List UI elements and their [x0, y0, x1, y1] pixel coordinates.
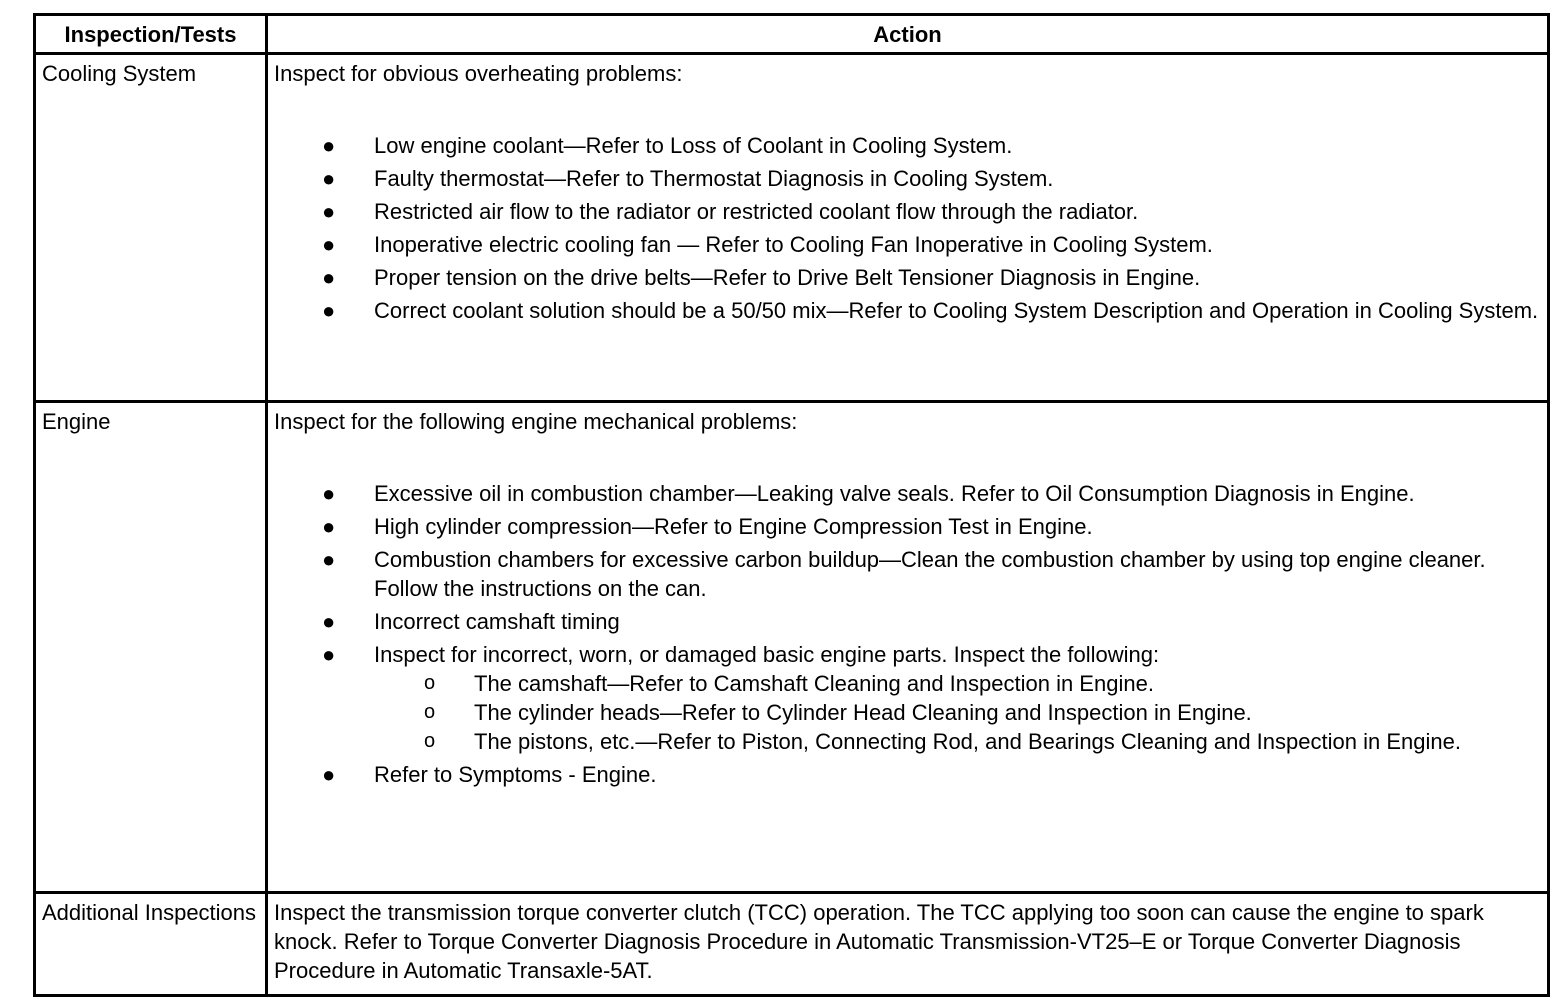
list-item	[274, 230, 1541, 259]
bullet-icon: ●	[322, 642, 336, 667]
bullet-icon: ●	[322, 166, 336, 191]
list-item-text: Restricted air flow to the radiator or restricted coolant flow through the radiator.	[374, 199, 1139, 224]
bullet-icon: ●	[322, 547, 336, 572]
bullet-icon: ●	[322, 199, 336, 224]
bullet-list	[274, 479, 1541, 789]
row-label-additional-inspections: Additional Inspections	[35, 893, 267, 996]
sub-list-item-text: The pistons, etc.—Refer to Piston, Connecting Rod, and Bearings Cleaning and Inspection in Engine.	[474, 729, 1461, 754]
bullet-list	[274, 131, 1541, 325]
table-row-cooling-system	[35, 54, 1549, 402]
bullet-icon: ●	[322, 481, 336, 506]
list-item	[274, 131, 1541, 160]
sub-bullet-list	[374, 669, 1541, 756]
action-intro: Inspect for obvious overheating problems:	[274, 61, 683, 86]
bullet-icon: ●	[322, 609, 336, 634]
action-cell-additional-inspections	[267, 893, 1549, 996]
list-item-text: Inspect for incorrect, worn, or damaged basic engine parts. Inspect the following:	[374, 642, 1160, 667]
list-item-text: High cylinder compression—Refer to Engine Compression Test in Engine.	[374, 514, 1093, 539]
list-item	[274, 760, 1541, 789]
bullet-icon: ●	[322, 298, 336, 323]
circle-bullet-icon: o	[424, 730, 436, 752]
sub-list-item	[374, 727, 1541, 756]
list-item-text: Correct coolant solution should be a 50/50 mix—Refer to Cooling System Description and Operation in Cooling System.	[374, 298, 1539, 323]
action-text: Inspect the transmission torque converter clutch (TCC) operation. The TCC applying too soon can cause the engine to spark knock. Refer to Torque Converter Diagnosis Procedure in Automatic Transmission-VT25–E or Torque Converter Diagnosis Procedure in Automatic Transaxle-5AT.	[274, 900, 1484, 983]
bullet-icon: ●	[322, 133, 336, 158]
column-header-inspection: Inspection/Tests	[35, 15, 267, 54]
list-item-text: Excessive oil in combustion chamber—Leaking valve seals. Refer to Oil Consumption Diagnosis in Engine.	[374, 481, 1415, 506]
bullet-icon: ●	[322, 762, 336, 787]
action-cell-cooling-system	[267, 54, 1549, 402]
circle-bullet-icon: o	[424, 672, 436, 694]
bullet-icon: ●	[322, 232, 336, 257]
list-item	[274, 479, 1541, 508]
table-header-row	[35, 15, 1549, 54]
list-item	[274, 512, 1541, 541]
sub-list-item	[374, 698, 1541, 727]
list-item	[274, 296, 1541, 325]
list-item-text: Incorrect camshaft timing	[374, 609, 620, 634]
list-item	[274, 607, 1541, 636]
list-item-text: Low engine coolant—Refer to Loss of Coolant in Cooling System.	[374, 133, 1013, 158]
list-item-text: Proper tension on the drive belts—Refer to Drive Belt Tensioner Diagnosis in Engine.	[374, 265, 1201, 290]
row-label-engine: Engine	[35, 402, 267, 893]
table-row-additional-inspections	[35, 893, 1549, 996]
sub-list-item	[374, 669, 1541, 698]
table-row-engine	[35, 402, 1549, 893]
bullet-icon: ●	[322, 265, 336, 290]
column-header-action: Action	[267, 15, 1549, 54]
inspection-table	[33, 13, 1550, 997]
list-item	[274, 545, 1541, 603]
row-label-cooling-system: Cooling System	[35, 54, 267, 402]
list-item	[274, 197, 1541, 226]
list-item-text: Inoperative electric cooling fan — Refer to Cooling Fan Inoperative in Cooling System.	[374, 232, 1213, 257]
list-item-text: Refer to Symptoms - Engine.	[374, 762, 657, 787]
list-item	[274, 263, 1541, 292]
list-item	[274, 640, 1541, 756]
list-item-text: Combustion chambers for excessive carbon buildup—Clean the combustion chamber by using top engine cleaner. Follow the instructions on the can.	[374, 547, 1486, 601]
sub-list-item-text: The cylinder heads—Refer to Cylinder Head Cleaning and Inspection in Engine.	[474, 700, 1252, 725]
list-item-text: Faulty thermostat—Refer to Thermostat Diagnosis in Cooling System.	[374, 166, 1054, 191]
list-item	[274, 164, 1541, 193]
circle-bullet-icon: o	[424, 701, 436, 723]
sub-list-item-text: The camshaft—Refer to Camshaft Cleaning and Inspection in Engine.	[474, 671, 1154, 696]
bullet-icon: ●	[322, 514, 336, 539]
action-intro: Inspect for the following engine mechanical problems:	[274, 409, 798, 434]
action-cell-engine	[267, 402, 1549, 893]
